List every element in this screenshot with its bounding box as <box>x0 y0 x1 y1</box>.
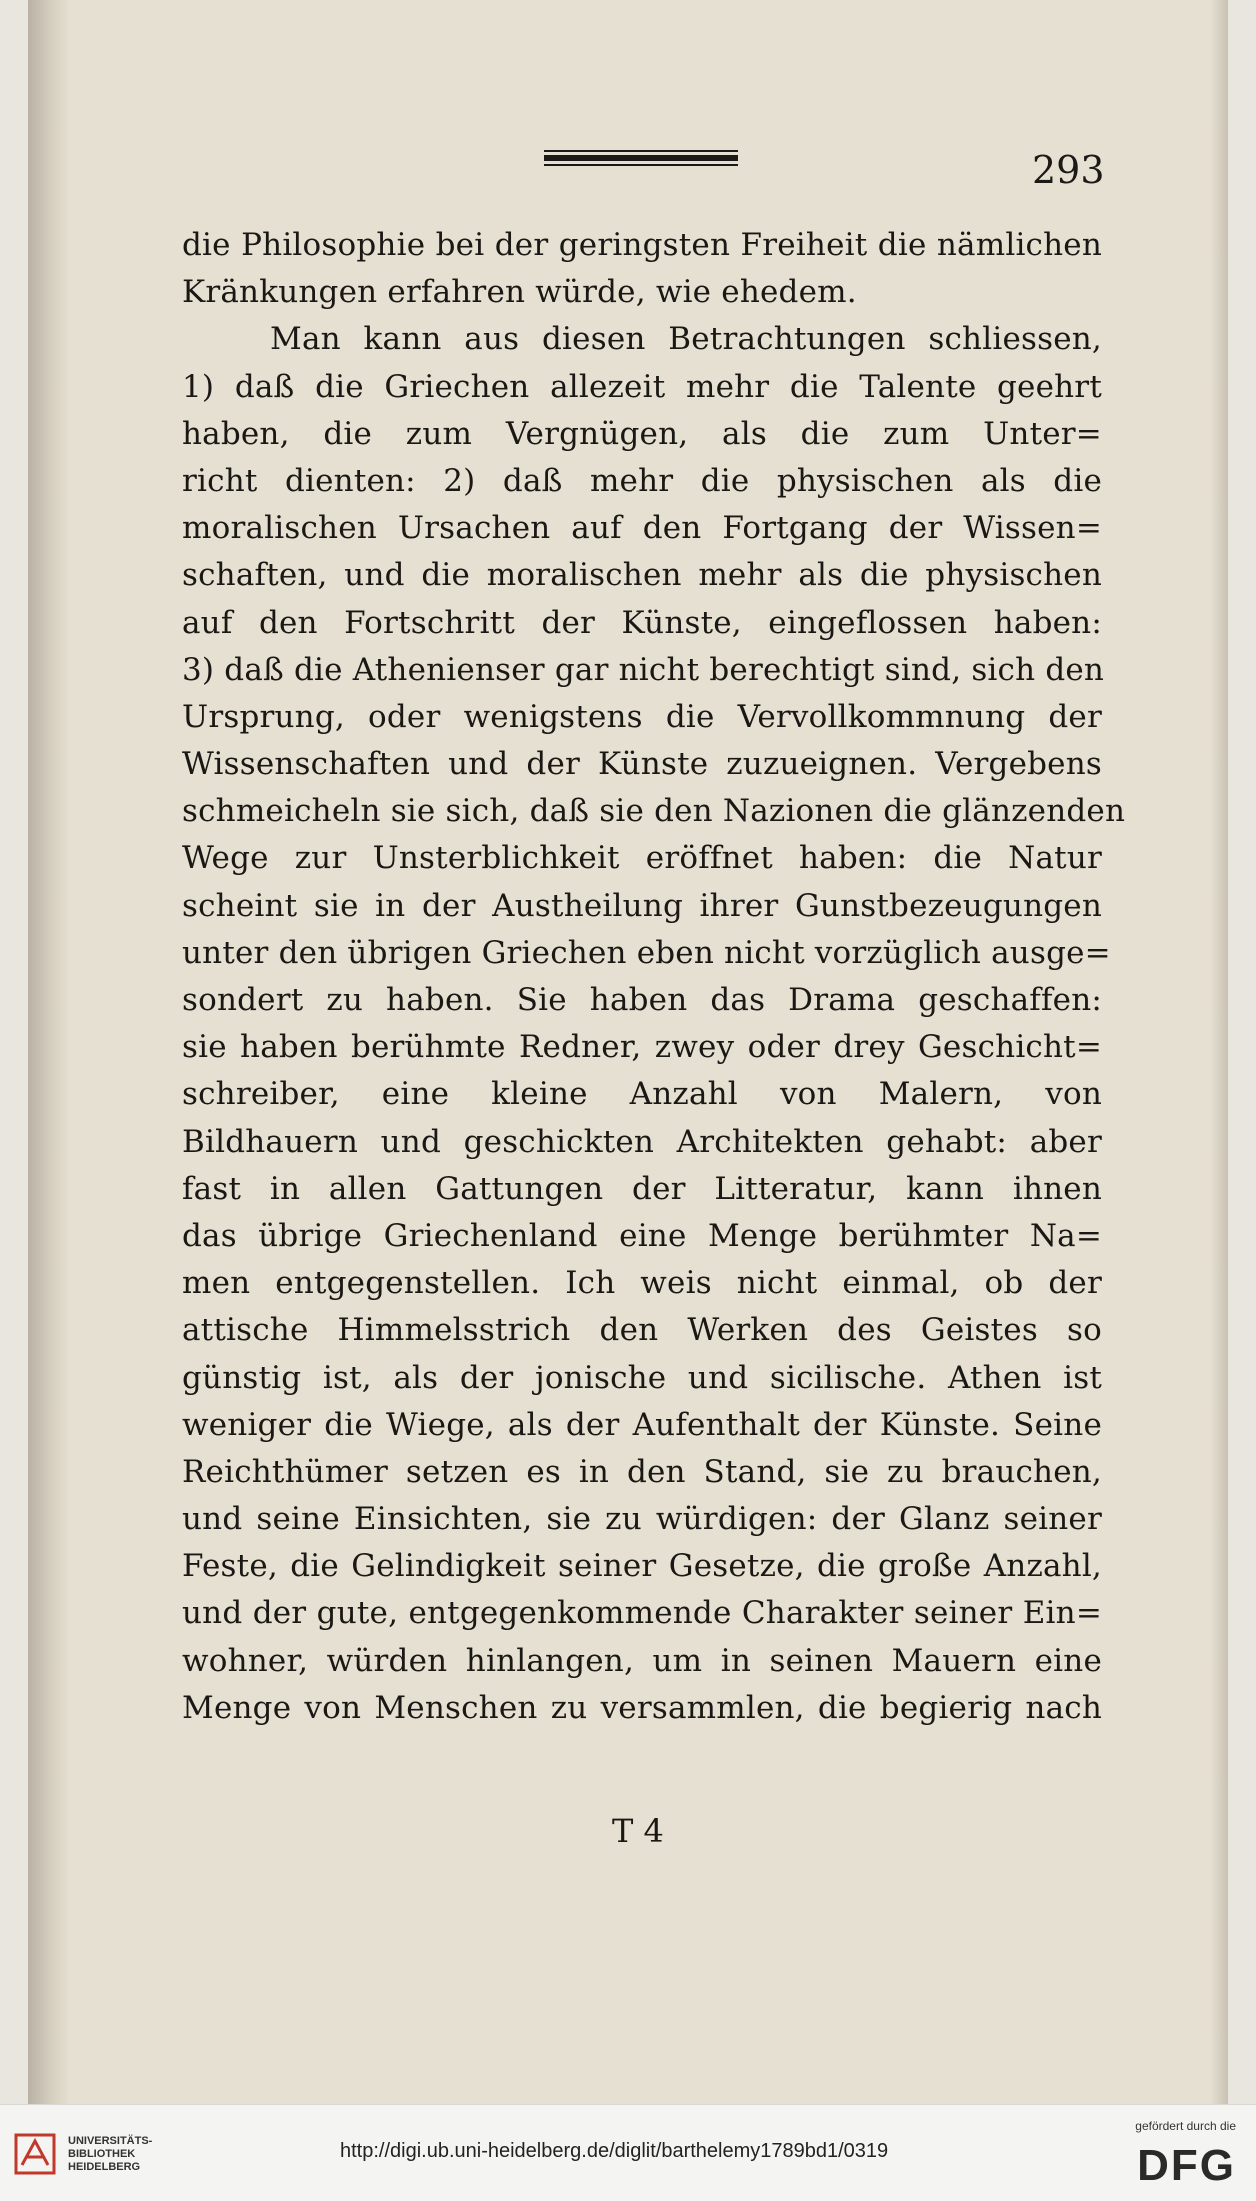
text-line: moralischen Ursachen auf den Fortgang der Wissen= <box>182 510 1102 547</box>
text-line: Ursprung, oder wenigstens die Vervollkommnung der <box>182 698 1102 735</box>
text-line: Wissenschaften und der Künste zuzueignen. Vergebens <box>182 746 1102 783</box>
text-line: richt dienten: 2) daß mehr die physischen als die <box>182 462 1102 499</box>
page-number: 293 <box>1032 148 1105 192</box>
library-name-line-2: BIBLIOTHEK <box>68 2148 136 2160</box>
text-line: unter den übrigen Griechen eben nicht vorzüglich ausge= <box>182 934 1111 971</box>
body-text <box>182 222 1126 1732</box>
text-line: Man kann aus diesen Betrachtungen schliessen, <box>270 321 1102 358</box>
text-line: Menge von Menschen zu versammlen, die begierig nach <box>182 1689 1102 1726</box>
text-line: die Philosophie bei der geringsten Freiheit die nämlichen <box>182 227 1102 263</box>
text-line: men entgegenstellen. Ich weis nicht einmal, ob der <box>182 1265 1102 1302</box>
funding-note: gefördert durch die <box>1135 2119 1236 2133</box>
text-line: 3) daß die Athenienser gar nicht berechtigt sind, sich den <box>182 651 1105 688</box>
text-line: scheint sie in der Austheilung ihrer Gunstbezeugungen <box>182 887 1102 924</box>
library-name-line-3: HEIDELBERG <box>68 2161 141 2173</box>
text-line: haben, die zum Vergnügen, als die zum Unter= <box>182 415 1102 452</box>
text-line: schaften, und die moralischen mehr als die physischen <box>182 557 1102 594</box>
page-gutter-shadow <box>28 0 70 2104</box>
text-line: sondert zu haben. Sie haben das Drama geschaffen: <box>182 982 1102 1018</box>
dfg-logo: DFG <box>1137 2141 1236 2190</box>
library-name-line-1: UNIVERSITÄTS- <box>68 2135 153 2147</box>
text-line: und seine Einsichten, sie zu würdigen: der Glanz seiner <box>182 1501 1102 1538</box>
text-line: Reichthümer setzen es in den Stand, sie zu brauchen, <box>182 1453 1102 1490</box>
text-line: auf den Fortschritt der Künste, eingeflossen haben: <box>182 604 1102 641</box>
text-line: wohner, würden hinlangen, um in seinen Mauern eine <box>182 1642 1102 1679</box>
text-line: Feste, die Gelindigkeit seiner Gesetze, die große Anzahl, <box>182 1548 1102 1585</box>
text-line: Wege zur Unsterblichkeit eröffnet haben: die Natur <box>182 840 1102 877</box>
text-line: attische Himmelsstrich den Werken des Geistes so <box>182 1312 1102 1349</box>
header-rule <box>544 150 738 168</box>
university-library-logo-icon <box>12 2131 58 2177</box>
text-line: fast in allen Gattungen der Litteratur, kann ihnen <box>182 1170 1102 1207</box>
text-line: weniger die Wiege, als der Aufenthalt der Künste. Seine <box>182 1406 1102 1443</box>
text-line: Kränkungen erfahren würde, wie ehedem. <box>182 274 857 311</box>
permalink-url[interactable]: http://digi.ub.uni-heidelberg.de/diglit/barthelemy1789bd1/0319 <box>340 2140 889 2162</box>
text-line: das übrige Griechenland eine Menge berühmter Na= <box>182 1217 1102 1254</box>
printer-signature: T 4 <box>612 1812 664 1850</box>
page-edge-shadow <box>1210 0 1228 2104</box>
text-line: und der gute, entgegenkommende Charakter seiner Ein= <box>182 1595 1102 1632</box>
text-line: 1) daß die Griechen allezeit mehr die Talente geehrt <box>182 368 1102 405</box>
library-name <box>68 2135 152 2174</box>
text-line: sie haben berühmte Redner, zwey oder drey Geschicht= <box>182 1029 1102 1066</box>
text-line: Bildhauern und geschickten Architekten gehabt: aber <box>182 1123 1102 1160</box>
text-line: schmeicheln sie sich, daß sie den Nazionen die glänzenden <box>182 793 1126 830</box>
text-line: günstig ist, als der jonische und sicilische. Athen ist <box>182 1359 1102 1396</box>
viewer-footer <box>0 2104 1256 2201</box>
text-line: schreiber, eine kleine Anzahl von Malern, von <box>182 1076 1102 1113</box>
